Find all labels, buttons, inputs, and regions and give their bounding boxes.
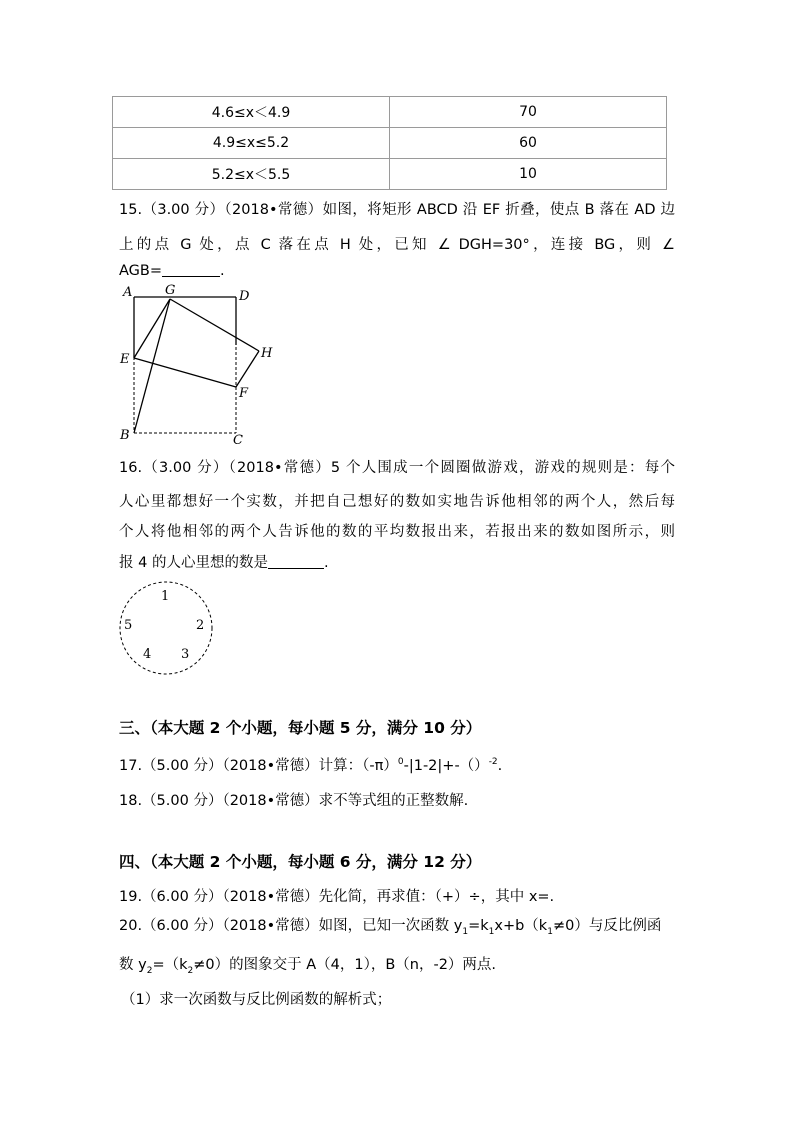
range-cell: 4.9≤x≤5.2 [113, 128, 390, 159]
section3-heading: 三、（本大题 2 个小题，每小题 5 分，满分 10 分） [119, 719, 482, 737]
circle-number-1: 1 [161, 589, 170, 604]
count-cell: 10 [390, 159, 667, 190]
q20-sub-k1b: 1 [547, 926, 553, 937]
q19-line: 19.（6.00 分）（2018•常德）先化简，再求值：（+）÷，其中 x=. [119, 889, 555, 905]
q17-text: 17.（5.00 分）（2018•常德）计算：（-π） [119, 758, 398, 774]
range-cell: 4.6≤x＜4.9 [113, 97, 390, 128]
q16-line4 [119, 551, 329, 572]
section4-heading: 四、（本大题 2 个小题，每小题 6 分，满分 12 分） [119, 853, 482, 871]
label-C: C [233, 433, 243, 448]
q20-line2 [119, 953, 496, 976]
q15-line1: 15.（3.00 分）（2018•常德）如图，将矩形 ABCD 沿 EF 折叠，使点 B 落在 AD 边 [119, 202, 675, 218]
q17-exponent-neg2: -2 [488, 757, 498, 768]
q20-line1 [119, 914, 661, 937]
circle-number-3: 3 [181, 647, 190, 662]
circle-number-2: 2 [196, 618, 205, 633]
segment-GH [170, 299, 259, 351]
segment-BG [134, 299, 170, 433]
q16-answer-blank [268, 554, 324, 569]
count-cell: 70 [390, 97, 667, 128]
count-cell: 60 [390, 128, 667, 159]
circle-number-4: 4 [143, 647, 152, 662]
q18-line: 18.（5.00 分）（2018•常德）求不等式组的正整数解. [119, 793, 469, 809]
label-E: E [120, 352, 130, 367]
q17-exponent-0: 0 [397, 757, 404, 768]
frequency-table-body [113, 97, 667, 190]
q20-line2-c: ≠0）的图象交于 A（4，1），B（n，-2）两点. [193, 957, 497, 973]
q16-circle-figure [114, 578, 218, 682]
q20-sub-k2: 2 [187, 965, 194, 976]
q20-line1-c: x+b（k [494, 918, 548, 934]
q16-line3: 个人将他相邻的两个人告诉他的数的平均数报出来，若报出来的数如图所示，则 [119, 524, 675, 540]
label-F: F [239, 386, 249, 401]
q20-sub-y2: 2 [146, 965, 153, 976]
frequency-table [112, 96, 667, 190]
q20-line1-b: =k [468, 918, 489, 934]
q16-line4-end: . [323, 555, 329, 571]
circle-number-5: 5 [124, 618, 133, 633]
table-row [113, 128, 667, 159]
q20-sub-y1: 1 [462, 926, 469, 937]
q16-line1: 16.（3.00 分）（2018•常德）5 个人围成一个圆圈做游戏，游戏的规则是：每个 [119, 460, 675, 476]
q16-question-text: 报 4 的人心里想的数是 [119, 555, 268, 571]
q20-line2-b: =（k [152, 957, 188, 973]
label-D: D [239, 289, 250, 304]
label-A: A [123, 285, 133, 300]
q17-end: . [497, 758, 503, 774]
label-B: B [120, 428, 130, 443]
segment-EG [134, 299, 170, 358]
label-H: H [261, 346, 273, 361]
range-cell: 5.2≤x＜5.5 [113, 159, 390, 190]
q15-fold-figure [112, 283, 282, 448]
segment-HF [236, 351, 259, 387]
table-row [113, 97, 667, 128]
q15-answer-label: AGB= [119, 263, 162, 279]
fold-line-EF [134, 358, 236, 387]
label-G: G [165, 283, 176, 298]
q16-line2: 人心里都想好一个实数，并把自己想好的数如实地告诉他相邻的两个人，然后每 [119, 494, 675, 510]
q15-line3-end: . [220, 263, 225, 279]
q20-line1-d: ≠0）与反比例函 [552, 918, 662, 934]
q15-line3 [119, 262, 225, 279]
q20-sub-k1: 1 [488, 926, 495, 937]
table-row [113, 159, 667, 190]
q15-answer-blank [162, 262, 220, 277]
q20-line1-a: 20.（6.00 分）（2018•常德）如图，已知一次函数 y [119, 918, 463, 934]
q20-part1: （1）求一次函数与反比例函数的解析式； [121, 992, 392, 1008]
q17-mid: -|1-2|+-（） [403, 758, 489, 774]
q17-line [119, 754, 502, 775]
q20-line2-a: 数 y [119, 957, 147, 973]
q15-line2: 上的点 G 处，点 C 落在点 H 处，已知 ∠ DGH=30°，连接 BG，则 ∠ [119, 237, 675, 253]
